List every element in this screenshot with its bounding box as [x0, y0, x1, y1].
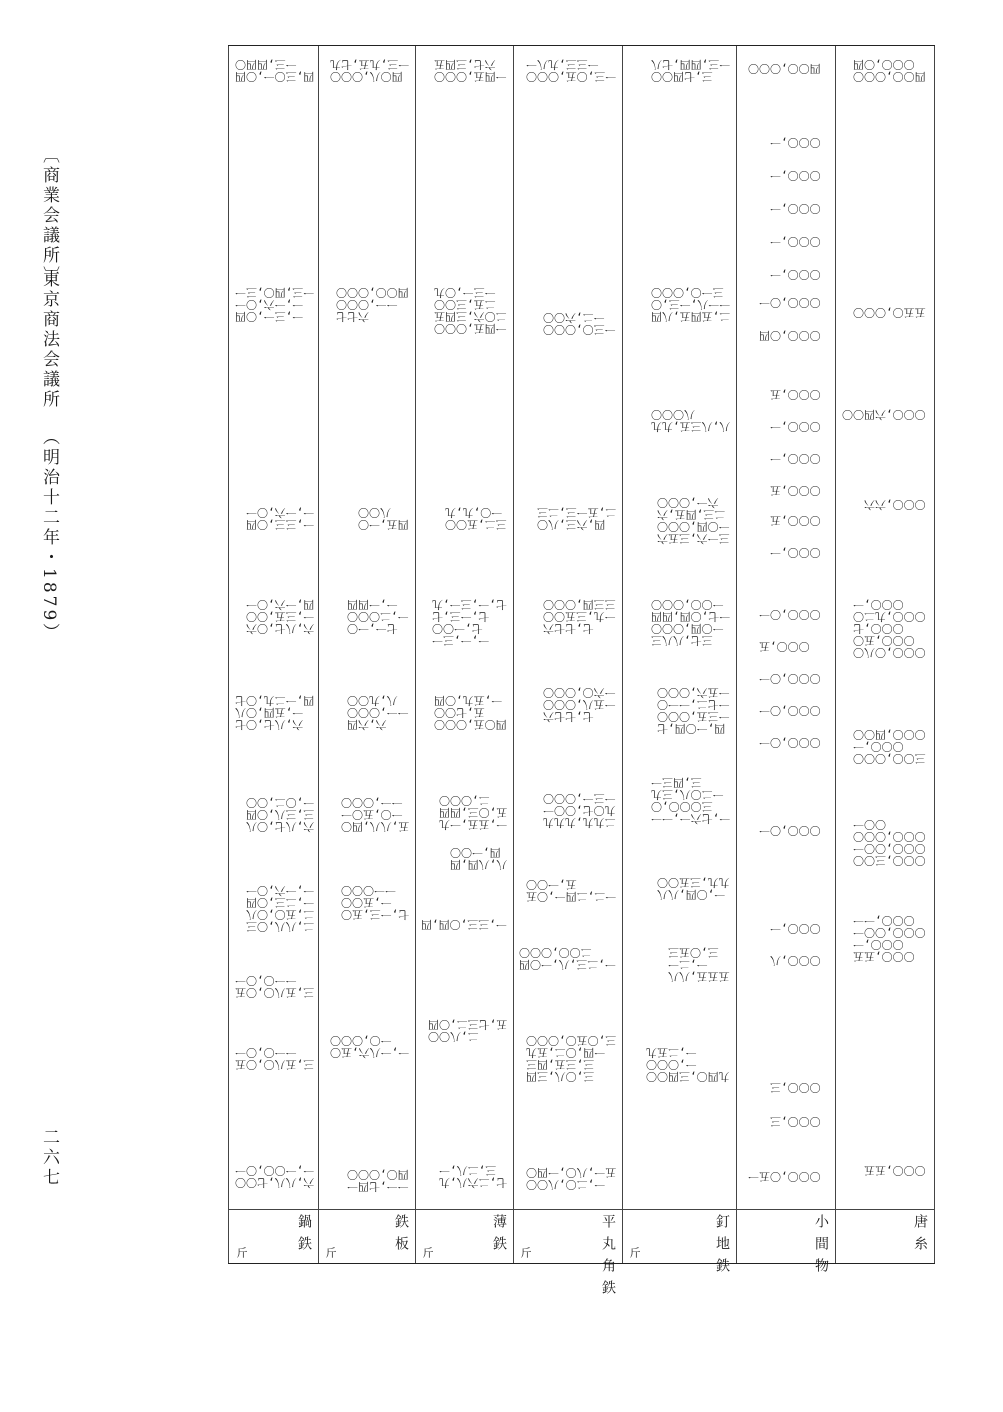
table-cell: 一,五五,一九 五,〇三,四四 二,〇〇〇: [438, 794, 507, 831]
table-cell: 一三,〇五,〇〇〇 一三三,九八一: [525, 58, 616, 83]
table-cell: 〇〇〇,六四〇〇: [842, 408, 926, 421]
header-label: 釘地鉄: [714, 1214, 730, 1280]
header-unit: 斤: [421, 1247, 434, 1259]
table-cell: 一,一八六,五〇 一〇,〇〇〇: [329, 1034, 409, 1059]
table-cell: 〇〇〇,三 〇〇〇,三: [770, 1081, 821, 1128]
header-teppan: [318, 1209, 415, 1263]
document-era: （明治十二年・1879）: [39, 428, 59, 644]
table-cell: 一,三一,〇四 一,一六,〇一 一三,四〇,三一: [234, 286, 314, 323]
table-cell: 五五五,八八 一,二一 三,〇五三: [668, 946, 730, 983]
column-komamono: [736, 46, 836, 1280]
table-cell: 一,〇四,八八 九九,三五〇〇: [657, 876, 730, 901]
statistics-table: [228, 45, 935, 1302]
table-cell: 七一,一〇 一,二〇〇〇 一,一四四: [347, 598, 409, 635]
table-cell: 八,八四,四 四,一〇〇: [449, 846, 507, 871]
table-cell: 三七,八八三 一〇四,〇〇〇 一七,〇四,四四 一〇〇,〇〇〇: [650, 598, 730, 647]
column-teppan: [318, 46, 416, 1263]
table-cell: 四〇〇,〇〇〇 〇〇〇,〇四: [853, 58, 926, 83]
header-usutetsu: [415, 1209, 513, 1263]
table-cell: 三,〇八,三四 三,三五,四三 一四,〇二,五九 三,〇五〇,〇〇〇: [525, 1034, 616, 1083]
table-cell: 〇〇〇,五五: [864, 1164, 926, 1177]
table-cell: 九四〇,三四〇〇 一,〇〇〇 一,二五九: [646, 1046, 730, 1083]
header-unit: 斤: [235, 1247, 248, 1259]
header-label: 鉄板: [393, 1214, 409, 1258]
header-kugi-jitetsu: [622, 1209, 736, 1280]
table-cell: 二,五四五,八四 一一八,一三,〇 三一〇,〇〇〇: [650, 286, 730, 323]
table-cell: 三〇〇,〇〇〇 〇〇〇,一 〇〇〇,四〇〇: [853, 728, 926, 765]
table-cell: 七,二六八,九 三,二八,一: [438, 1164, 507, 1189]
table-cell: 一,三三,〇四 一,一六,〇一: [245, 506, 314, 531]
table-cell: 〇〇〇,六六: [864, 498, 926, 511]
table-cell: 六,八七,〇八 三,三八,〇四 一,〇二,〇〇: [245, 796, 314, 833]
table-cell: 〇〇〇,〇四 〇〇〇,〇一: [759, 296, 821, 342]
table-cell: 四〇五,〇〇〇 五,七〇〇 一,五九,〇四: [434, 694, 507, 731]
header-label: 薄鉄: [491, 1214, 507, 1258]
header-label: 唐糸: [912, 1214, 928, 1258]
column-hiramaru-kakutetsu: [513, 46, 623, 1302]
table-cell: 〇〇〇,八 〇〇〇,一: [770, 922, 821, 967]
table-cell: 一,三三,〇四,四: [421, 918, 507, 931]
header-label: 平丸角鉄: [600, 1214, 616, 1302]
table-cell: 〇〇〇,五 〇〇〇,一 〇〇〇,一 〇〇〇,五: [770, 388, 821, 497]
table-cell: 一四五,〇〇〇 二〇六,三四五 二五,三〇〇 一三一,〇九: [434, 286, 507, 335]
header-nabetetsu: [229, 1209, 318, 1263]
table-cell: 〇〇〇,五五 〇〇〇,一 〇〇〇,〇〇一 〇〇〇,一一: [853, 914, 926, 963]
table-cell: 六,八七,〇六 一,三五,〇〇 四,一六,〇一: [245, 598, 314, 635]
table-cell: 一,一,三一 七,一〇〇 七,一三,七 七,一,三一,九: [432, 598, 507, 647]
table-cell: 三,七四〇〇 一三,四四,七八: [650, 58, 730, 83]
table-cell: 〇〇〇,〇一 〇〇〇,〇一 〇〇〇,〇一 〇〇〇,五 〇〇〇,〇一: [759, 608, 821, 749]
table-cell: 〇〇〇,一 〇〇〇,一 〇〇〇,一 〇〇〇,一 〇〇〇,一: [770, 136, 821, 281]
table-cell: 〇〇〇,〇一: [759, 824, 821, 837]
table-cell: 六,八八,七〇〇 一,一〇〇,〇一: [234, 1164, 314, 1189]
table-cell: 四〇八,〇〇〇 一三,九五,七九: [329, 58, 409, 83]
table-cell: 〇〇〇,三〇〇 〇〇〇,〇〇一 〇〇〇,〇〇〇 〇〇一: [853, 818, 926, 867]
table-cell: 三一六,三五六 一〇四,〇〇〇 二三,四五,六 六一,〇〇〇: [657, 496, 730, 545]
column-nabetetsu: [228, 46, 319, 1263]
document-title: 東京商法会議所: [39, 270, 59, 410]
header-unit: 斤: [628, 1247, 641, 1259]
table-cell: 一四五,〇〇〇 六七,三四五: [434, 58, 507, 83]
table-cell: 一,七六一,一一 三〇〇〇,〇 一二〇八,三九 三,四三一: [650, 776, 730, 825]
table-cell: 一,二〇,八〇〇 五一,八〇,一四〇: [525, 1166, 616, 1191]
header-label: 小間物: [813, 1214, 829, 1280]
table-cell: 六七七 一一,〇〇〇 四〇〇,〇〇〇: [336, 286, 409, 323]
table-cell: 〇〇〇,〇五一: [748, 1170, 821, 1183]
table-cell: 二,八〇〇 五,七三二,〇四: [427, 1018, 507, 1043]
column-karaito: [835, 46, 935, 1263]
table-cell: 四,一〇四,七 一三五,〇〇〇 一七二,一一〇 一五六,〇〇〇: [657, 686, 730, 735]
table-cell: 七,七七六 一九,三五〇〇 三三四,〇〇〇: [543, 598, 616, 635]
table-cell: 四〇〇,〇〇〇: [748, 62, 821, 75]
table-cell: 一三〇,〇〇〇 一二,六〇〇: [543, 311, 616, 336]
table-cell: 三,五八〇,〇五 一一〇,〇一: [234, 1046, 314, 1071]
column-usutetsu: [415, 46, 514, 1263]
table-cell: 〇〇〇,一 〇〇〇,五: [770, 514, 821, 559]
table-cell: 五,八八,四〇 一〇,五〇一 一一,〇〇〇: [340, 796, 409, 833]
section-label: 〔商業会議所〕: [39, 146, 59, 286]
table-cell: 七,一三,五〇 一,五〇〇 一一〇〇〇: [340, 884, 409, 921]
table-cell: 一二,二四一,〇五 五,一〇〇: [525, 878, 616, 903]
table-cell: 四五,一〇 八〇〇: [358, 506, 409, 531]
table-cell: 六,六四 一一,〇〇〇 八,九〇〇: [347, 694, 409, 731]
table-cell: 四,六三,八〇 二,五一三,二三: [536, 506, 616, 531]
table-cell: 五五〇,〇〇〇: [853, 306, 926, 319]
header-karaito: [835, 1209, 934, 1263]
page-number: 二六七: [39, 1128, 59, 1188]
header-hiramaru-kakutetsu: [513, 1209, 622, 1302]
table-cell: 二,八八,〇三 二,五〇,〇八 一,二三,〇四 一,一六,〇一: [245, 884, 314, 933]
header-label: 鍋鉄: [296, 1214, 312, 1258]
table-cell: 三二,五〇〇 一〇,九,九: [445, 506, 507, 531]
table-cell: 一,二三,八,一〇四 二〇〇,〇〇〇: [519, 946, 616, 971]
table-cell: 七,七七六 一五八,〇〇〇 一六〇,〇〇〇: [543, 686, 616, 723]
table-cell: 六,八七,〇七 一,五四,〇八 四,一二九,〇七: [234, 694, 314, 731]
table-cell: 〇〇〇,〇八〇 〇〇〇,五〇 〇〇〇,七 〇〇〇,九二〇 〇〇〇,一: [853, 598, 926, 659]
table-cell: 三,五八〇,〇五 一一〇,〇一: [234, 974, 314, 999]
table-cell: 一一,七四一 四〇,〇〇〇: [347, 1168, 409, 1193]
header-unit: 斤: [519, 1247, 532, 1259]
header-unit: 斤: [324, 1247, 337, 1259]
column-kugi-jitetsu: [622, 46, 737, 1280]
header-komamono: [736, 1209, 835, 1280]
table-cell: 八,八三五,九九 八〇〇〇: [650, 408, 730, 433]
table-cell: 二九九,九九九 九〇七,〇〇一 一三一,〇〇〇: [543, 792, 616, 829]
table-cell: 四,三〇一,〇四 一三,四四〇: [234, 58, 314, 83]
